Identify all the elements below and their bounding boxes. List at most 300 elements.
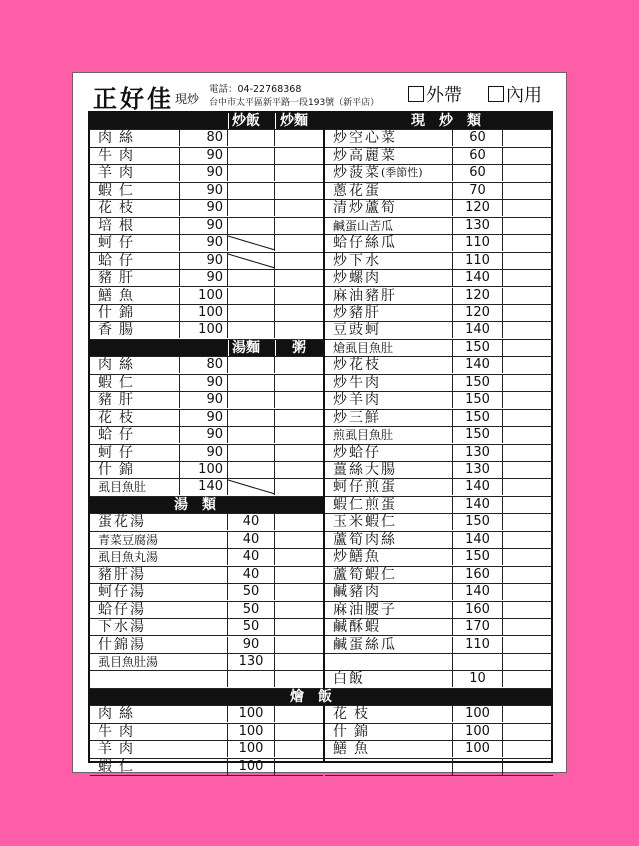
stirfry-name-text: 炒下水 (333, 252, 381, 269)
soup-name: 下水湯 (90, 619, 228, 635)
soup-qty[interactable] (275, 619, 321, 635)
menu-row[interactable] (90, 183, 323, 200)
stirfry-qty[interactable] (503, 392, 551, 408)
stirfry-name-text: 豆豉蚵 (333, 322, 381, 339)
braised-qty[interactable] (275, 741, 321, 757)
stirfry-price: 150 (453, 392, 503, 408)
stirfry-header (325, 113, 553, 130)
menu-row[interactable] (90, 288, 323, 305)
soup-noodle-qty[interactable] (228, 375, 275, 391)
stirfry-name (325, 654, 453, 670)
menu-row[interactable] (325, 637, 553, 654)
dish-price: 90 (180, 165, 228, 181)
dish-price: 80 (180, 130, 228, 146)
menu-row[interactable] (90, 357, 323, 374)
stirfry-qty[interactable] (503, 584, 551, 600)
stirfry-price: 120 (453, 200, 503, 216)
stirfry-qty[interactable] (503, 165, 551, 181)
menu-row[interactable] (325, 671, 553, 688)
dish-price: 90 (180, 445, 228, 461)
unavailable-slash (228, 235, 275, 251)
stirfry-price: 160 (453, 602, 503, 618)
stirfry-title: 現 炒 類 (411, 113, 481, 129)
soup-qty[interactable] (275, 514, 321, 530)
menu-row[interactable] (325, 288, 553, 305)
soup-qty[interactable] (275, 584, 321, 600)
stirfry-qty[interactable] (503, 671, 551, 687)
fried-noodle-qty[interactable] (275, 270, 321, 286)
soup-qty[interactable] (275, 549, 321, 565)
menu-row[interactable] (90, 270, 323, 287)
menu-row[interactable] (325, 654, 553, 671)
menu-row[interactable] (325, 305, 553, 322)
soup-price: 90 (228, 637, 275, 653)
address: 台中市太平區新平路一段193號（新平店） (209, 98, 380, 108)
menu-grid (88, 111, 553, 775)
soup-noodle-header: 湯麵 (232, 339, 260, 356)
menu-row[interactable] (90, 724, 323, 741)
stirfry-qty[interactable] (503, 654, 551, 670)
stirfry-qty[interactable] (503, 305, 551, 321)
menu-row[interactable] (325, 724, 553, 741)
stirfry-price: 140 (453, 357, 503, 373)
stirfry-name-text: 玉米蝦仁 (333, 514, 397, 531)
dish-name: 蝦仁 (90, 375, 180, 391)
menu-row[interactable] (90, 130, 323, 147)
header-divider (275, 113, 276, 129)
braised-qty[interactable] (503, 759, 551, 775)
stirfry-qty[interactable] (503, 637, 551, 653)
stirfry-name (325, 322, 453, 338)
menu-row[interactable] (325, 200, 553, 217)
menu-row[interactable] (325, 497, 553, 514)
header-divider (228, 113, 229, 129)
menu-row[interactable] (90, 567, 323, 584)
menu-row[interactable] (90, 514, 323, 531)
braised-qty[interactable] (503, 741, 551, 757)
soup-noodle-qty[interactable] (228, 392, 275, 408)
stirfry-name (325, 619, 453, 635)
braised-name: 牛肉 (90, 724, 228, 740)
stirfry-name (325, 148, 453, 164)
dish-name: 鱔魚 (90, 288, 180, 304)
porridge-qty[interactable] (275, 392, 321, 408)
braised-price: 100 (453, 741, 503, 757)
header-divider (228, 340, 229, 356)
menu-row[interactable] (325, 165, 553, 182)
dish-price: 90 (180, 375, 228, 391)
stirfry-qty[interactable] (503, 200, 551, 216)
soup-noodle-qty[interactable] (228, 462, 275, 478)
menu-row[interactable] (325, 148, 553, 165)
fried-rice-qty[interactable] (228, 130, 275, 146)
stirfry-name (325, 392, 453, 408)
stirfry-name-text: 蘆筍肉絲 (333, 531, 397, 548)
braised-qty[interactable] (275, 706, 321, 722)
soup-name: 虱目魚丸湯 (90, 549, 228, 565)
fried-noodle-header: 炒麵 (280, 113, 308, 129)
stirfry-name (325, 637, 453, 653)
stirfry-price: 140 (453, 497, 503, 513)
menu-row[interactable] (325, 567, 553, 584)
dish-price: 90 (180, 253, 228, 269)
menu-row[interactable] (90, 410, 323, 427)
fried-noodle-qty[interactable] (275, 288, 321, 304)
fried-rice-qty[interactable] (228, 183, 275, 199)
fried-noodle-qty[interactable] (275, 235, 321, 251)
menu-row[interactable] (325, 392, 553, 409)
fried-rice-qty[interactable] (228, 165, 275, 181)
stirfry-price: 150 (453, 514, 503, 530)
soup-qty[interactable] (275, 602, 321, 618)
stirfry-name (325, 270, 453, 286)
fried-rice-qty[interactable] (228, 218, 275, 234)
dish-price: 80 (180, 357, 228, 373)
stirfry-qty[interactable] (503, 322, 551, 338)
porridge-qty[interactable] (275, 357, 321, 373)
soup-price (228, 671, 275, 687)
takeout-option[interactable] (408, 81, 462, 107)
soup-noodle-qty[interactable] (228, 479, 275, 495)
soup-qty[interactable] (275, 654, 321, 670)
dinein-checkbox[interactable] (488, 86, 504, 102)
stirfry-qty[interactable] (503, 148, 551, 164)
fried-rice-qty[interactable] (228, 235, 275, 251)
stirfry-qty[interactable] (503, 549, 551, 565)
stirfry-name-text: 鹹蛋絲瓜 (333, 636, 397, 653)
stirfry-qty[interactable] (503, 427, 551, 443)
stirfry-name-text: 炒高麗菜 (333, 147, 397, 164)
stirfry-name (325, 165, 453, 181)
braised-qty[interactable] (503, 706, 551, 722)
stirfry-qty[interactable] (503, 514, 551, 530)
stirfry-name (325, 305, 453, 321)
menu-row[interactable] (90, 392, 323, 409)
menu-row[interactable] (325, 375, 553, 392)
braised-name: 什錦 (325, 724, 453, 740)
dinein-option[interactable] (488, 81, 542, 107)
soup-noodle-qty[interactable] (228, 427, 275, 443)
stirfry-name (325, 602, 453, 618)
stirfry-qty[interactable] (503, 235, 551, 251)
stirfry-qty[interactable] (503, 218, 551, 234)
fried-rice-qty[interactable] (228, 253, 275, 269)
soup-price: 40 (228, 532, 275, 548)
stirfry-qty[interactable] (503, 375, 551, 391)
soup-qty[interactable] (275, 567, 321, 583)
porridge-qty[interactable] (275, 479, 321, 495)
fried-rice-header: 炒飯 (232, 113, 260, 129)
stirfry-name (325, 375, 453, 391)
menu-row[interactable] (90, 671, 323, 688)
stirfry-name-text: 炒三鮮 (333, 409, 381, 426)
dish-name: 蛤仔 (90, 253, 180, 269)
stirfry-name (325, 183, 453, 199)
menu-row[interactable] (325, 235, 553, 252)
dish-name: 蝦仁 (90, 183, 180, 199)
menu-row[interactable] (325, 759, 553, 776)
stirfry-qty[interactable] (503, 270, 551, 286)
fried-noodle-qty[interactable] (275, 148, 321, 164)
menu-row[interactable] (90, 549, 323, 566)
menu-row[interactable] (325, 514, 553, 531)
stirfry-qty[interactable] (503, 479, 551, 495)
menu-row[interactable] (90, 741, 323, 758)
menu-row[interactable] (90, 445, 323, 462)
dish-price: 100 (180, 305, 228, 321)
stirfry-price: 140 (453, 270, 503, 286)
stirfry-qty[interactable] (503, 619, 551, 635)
menu-row[interactable] (325, 619, 553, 636)
stirfry-qty[interactable] (503, 340, 551, 356)
stirfry-name (325, 427, 453, 443)
dish-name: 豬肝 (90, 270, 180, 286)
braised-rice-title: 燴 飯 (290, 688, 332, 705)
soup-name: 什錦湯 (90, 637, 228, 653)
menu-row[interactable] (325, 462, 553, 479)
stirfry-name (325, 357, 453, 373)
fried-rice-qty[interactable] (228, 288, 275, 304)
stirfry-name-text: 蔥花蛋 (333, 182, 381, 199)
stirfry-price: 60 (453, 148, 503, 164)
takeout-checkbox[interactable] (408, 86, 424, 102)
fried-rice-qty[interactable] (228, 200, 275, 216)
menu-row[interactable] (90, 305, 323, 322)
stirfry-name-text: 炒豬肝 (333, 304, 381, 321)
stirfry-name (325, 253, 453, 269)
stirfry-name (325, 200, 453, 216)
porridge-qty[interactable] (275, 410, 321, 426)
stirfry-price: 150 (453, 427, 503, 443)
braised-name: 花枝 (325, 706, 453, 722)
menu-order-sheet (72, 72, 567, 773)
dish-name: 豬肝 (90, 392, 180, 408)
stirfry-price: 130 (453, 218, 503, 234)
stirfry-qty[interactable] (503, 445, 551, 461)
porridge-qty[interactable] (275, 427, 321, 443)
stirfry-price: 60 (453, 130, 503, 146)
stirfry-price: 110 (453, 637, 503, 653)
menu-row[interactable] (325, 479, 553, 496)
braised-qty[interactable] (275, 724, 321, 740)
menu-row[interactable] (325, 706, 553, 723)
menu-row[interactable] (325, 183, 553, 200)
braised-name: 肉絲 (90, 706, 228, 722)
menu-row[interactable] (325, 445, 553, 462)
menu-row[interactable] (90, 654, 323, 671)
braised-rice-header (90, 689, 551, 706)
soup-name: 青菜豆腐湯 (90, 532, 228, 548)
stirfry-qty[interactable] (503, 410, 551, 426)
fried-rice-qty[interactable] (228, 270, 275, 286)
menu-row[interactable] (90, 462, 323, 479)
stirfry-qty[interactable] (503, 462, 551, 478)
dish-price: 90 (180, 218, 228, 234)
menu-row[interactable] (325, 253, 553, 270)
fried-noodle-qty[interactable] (275, 165, 321, 181)
stirfry-name-text: 炒鱔魚 (333, 549, 381, 566)
dish-price: 90 (180, 427, 228, 443)
fried-noodle-qty[interactable] (275, 218, 321, 234)
stirfry-price: 140 (453, 584, 503, 600)
menu-row[interactable] (90, 706, 323, 723)
stirfry-name-text: 薑絲大腸 (333, 462, 397, 478)
dish-name: 培根 (90, 218, 180, 234)
menu-row[interactable] (90, 532, 323, 549)
menu-row[interactable] (90, 253, 323, 270)
dish-name: 羊肉 (90, 165, 180, 181)
stirfry-qty[interactable] (503, 532, 551, 548)
menu-row[interactable] (90, 584, 323, 601)
menu-row[interactable] (325, 584, 553, 601)
dish-price: 100 (180, 288, 228, 304)
menu-row[interactable] (325, 427, 553, 444)
menu-row[interactable] (90, 235, 323, 252)
menu-row[interactable] (325, 741, 553, 758)
menu-row[interactable] (325, 532, 553, 549)
stirfry-price: 150 (453, 549, 503, 565)
stirfry-name-text: 炒菠菜 (333, 165, 381, 182)
stirfry-name-text: 炒羊肉 (333, 392, 381, 409)
fried-rice-qty[interactable] (228, 322, 275, 338)
stirfry-qty[interactable] (503, 253, 551, 269)
dish-name: 肉絲 (90, 130, 180, 146)
stirfry-name (325, 340, 453, 356)
stirfry-price: 150 (453, 410, 503, 426)
stirfry-name-text: 鹹酥蝦 (333, 619, 381, 636)
menu-row[interactable] (325, 322, 553, 339)
stirfry-name-text: 蘆筍蝦仁 (333, 566, 397, 583)
stirfry-name-text: 炒牛肉 (333, 374, 381, 391)
stirfry-qty[interactable] (503, 357, 551, 373)
menu-row[interactable] (90, 322, 323, 339)
stirfry-qty[interactable] (503, 602, 551, 618)
menu-row[interactable] (90, 200, 323, 217)
menu-row[interactable] (325, 340, 553, 357)
stirfry-name-text: 炒蛤仔 (333, 444, 381, 461)
stirfry-name (325, 584, 453, 600)
menu-row[interactable] (325, 602, 553, 619)
dish-price: 90 (180, 410, 228, 426)
stirfry-price: 170 (453, 619, 503, 635)
fried-noodle-qty[interactable] (275, 200, 321, 216)
soup-qty[interactable] (275, 637, 321, 653)
soup-name: 蚵仔湯 (90, 584, 228, 600)
unavailable-slash (228, 253, 275, 269)
fried-noodle-qty[interactable] (275, 130, 321, 146)
right-column (323, 113, 551, 761)
porridge-header: 粥 (292, 339, 306, 356)
dish-price: 100 (180, 462, 228, 478)
menu-row[interactable] (90, 602, 323, 619)
menu-row[interactable] (90, 165, 323, 182)
soup-price: 40 (228, 567, 275, 583)
dish-price: 90 (180, 183, 228, 199)
dish-name: 花枝 (90, 200, 180, 216)
porridge-qty[interactable] (275, 375, 321, 391)
dish-name: 蛤仔 (90, 427, 180, 443)
menu-row[interactable] (325, 218, 553, 235)
stirfry-name (325, 532, 453, 548)
dish-name: 蚵仔 (90, 235, 180, 251)
stirfry-qty[interactable] (503, 567, 551, 583)
stirfry-price: 130 (453, 462, 503, 478)
stirfry-price: 110 (453, 235, 503, 251)
stirfry-price (453, 654, 503, 670)
menu-row[interactable] (90, 218, 323, 235)
braised-price: 100 (228, 724, 275, 740)
braised-price: 100 (453, 706, 503, 722)
dish-price: 90 (180, 270, 228, 286)
dish-price: 90 (180, 235, 228, 251)
stirfry-name-text: 炒空心菜 (333, 130, 397, 147)
menu-row[interactable] (90, 619, 323, 636)
stirfry-name (325, 218, 453, 234)
braised-qty[interactable] (503, 724, 551, 740)
fried-noodle-qty[interactable] (275, 183, 321, 199)
menu-row[interactable] (90, 637, 323, 654)
soup-price: 130 (228, 654, 275, 670)
menu-row[interactable] (325, 410, 553, 427)
stirfry-price: 120 (453, 305, 503, 321)
menu-row[interactable] (325, 270, 553, 287)
menu-row[interactable] (325, 357, 553, 374)
menu-row[interactable] (90, 148, 323, 165)
stirfry-qty[interactable] (503, 288, 551, 304)
stirfry-price: 110 (453, 253, 503, 269)
porridge-qty[interactable] (275, 462, 321, 478)
stirfry-name-text: 清炒蘆筍 (333, 200, 397, 217)
dinein-label: 內用 (506, 85, 542, 106)
dish-price: 90 (180, 392, 228, 408)
soup-noodle-qty[interactable] (228, 410, 275, 426)
menu-row[interactable] (90, 759, 323, 776)
takeout-label: 外帶 (426, 85, 462, 106)
soup-price: 40 (228, 514, 275, 530)
braised-name: 蝦仁 (90, 759, 228, 775)
menu-row[interactable] (90, 479, 323, 496)
braised-price (453, 759, 503, 775)
porridge-qty[interactable] (275, 445, 321, 461)
braised-price: 100 (453, 724, 503, 740)
stirfry-name-text: 炒螺肉 (333, 270, 381, 287)
stirfry-qty[interactable] (503, 183, 551, 199)
stirfry-name-text: 白飯 (333, 671, 365, 688)
menu-row[interactable] (90, 427, 323, 444)
fried-noodle-qty[interactable] (275, 322, 321, 338)
menu-row[interactable] (90, 375, 323, 392)
menu-row[interactable] (325, 130, 553, 147)
braised-qty[interactable] (275, 759, 321, 775)
soup-noodle-qty[interactable] (228, 445, 275, 461)
stirfry-qty[interactable] (503, 497, 551, 513)
soup-qty[interactable] (275, 671, 321, 687)
braised-name: 鱔魚 (325, 741, 453, 757)
stirfry-qty[interactable] (503, 130, 551, 146)
dish-name: 花枝 (90, 410, 180, 426)
soup-qty[interactable] (275, 532, 321, 548)
menu-row[interactable] (325, 549, 553, 566)
soup-name: 豬肝湯 (90, 567, 228, 583)
fried-noodle-qty[interactable] (275, 253, 321, 269)
soup-section-title: 湯 類 (174, 496, 216, 513)
fried-rice-qty[interactable] (228, 148, 275, 164)
stirfry-name (325, 462, 453, 478)
soup-noodle-qty[interactable] (228, 357, 275, 373)
fried-noodle-qty[interactable] (275, 305, 321, 321)
fried-rice-qty[interactable] (228, 305, 275, 321)
stirfry-name-text: 炒花枝 (333, 357, 381, 374)
